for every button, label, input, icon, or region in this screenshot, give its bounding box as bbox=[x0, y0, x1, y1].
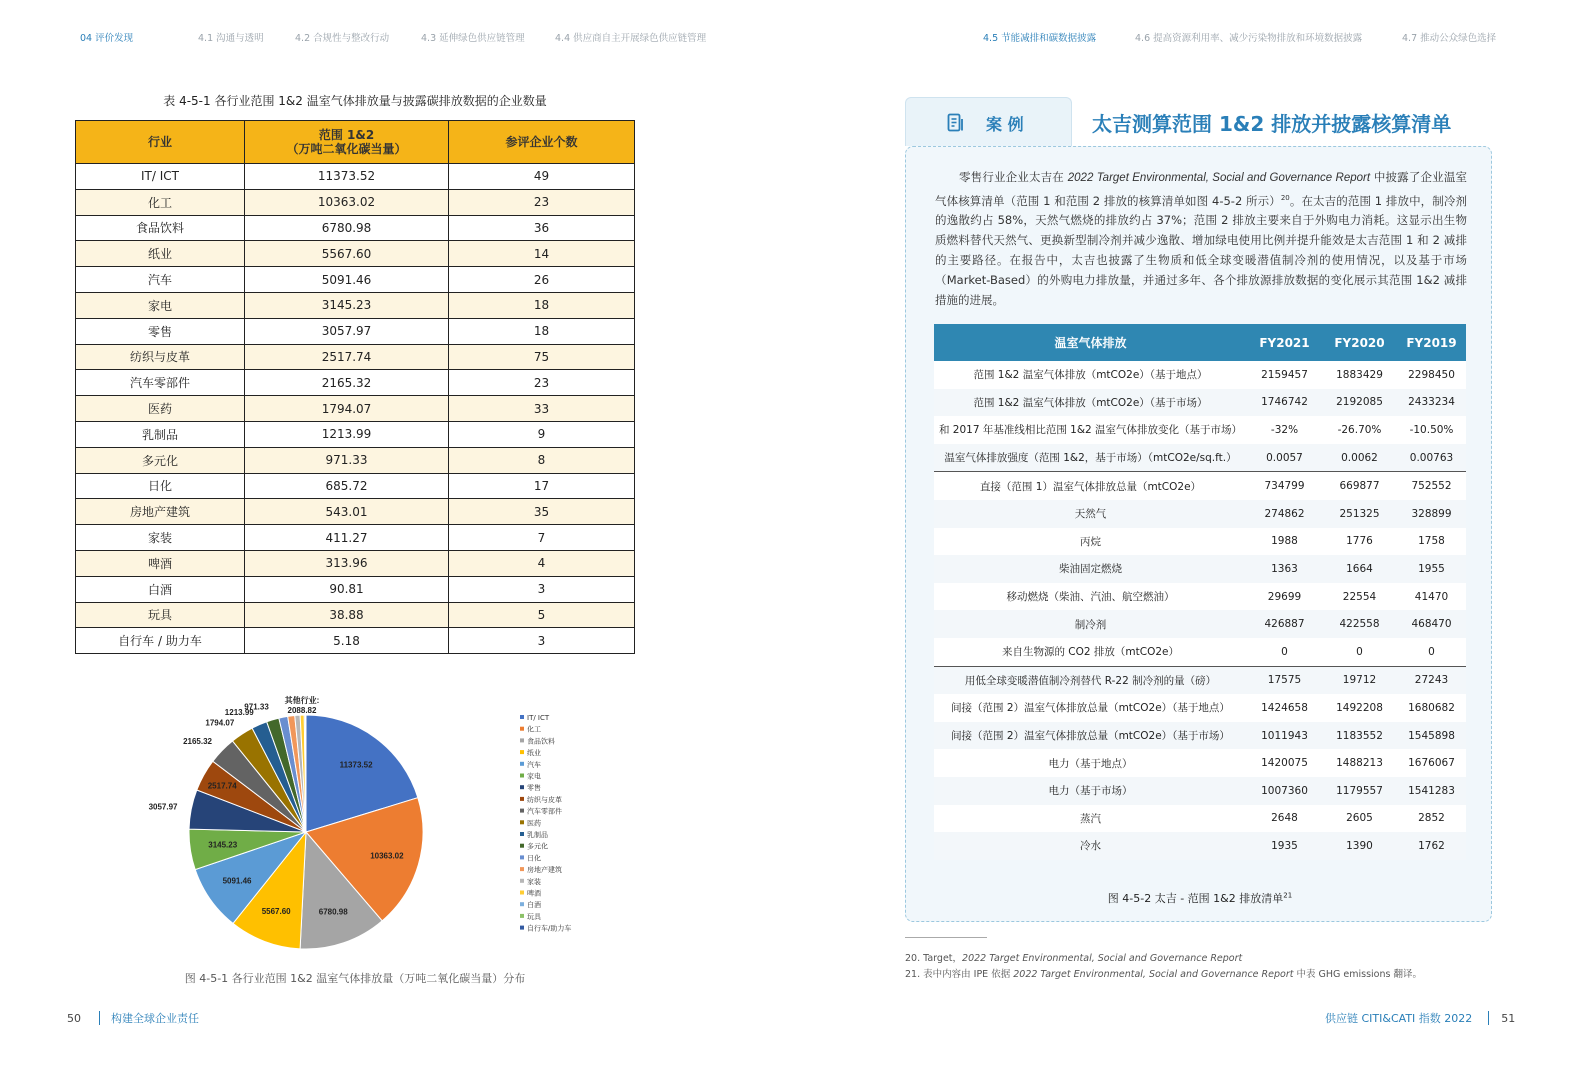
legend-swatch bbox=[520, 762, 524, 766]
count-cell: 5 bbox=[449, 602, 635, 628]
legend-swatch bbox=[520, 902, 524, 906]
ghg-fy2019-cell: 2433234 bbox=[1397, 389, 1466, 417]
industry-cell: 医药 bbox=[76, 396, 245, 422]
footnote-divider bbox=[905, 937, 987, 938]
legend-entry: 乳制品 bbox=[527, 831, 548, 839]
industry-cell: 零售 bbox=[76, 318, 245, 344]
ghg-fy2020-cell: 0.0062 bbox=[1322, 444, 1397, 472]
ghg-table-row bbox=[934, 472, 1466, 500]
emission-cell: 2517.74 bbox=[245, 344, 449, 370]
legend-entry: 多元化 bbox=[527, 842, 548, 851]
ghg-item-cell: 制冷剂 bbox=[934, 610, 1247, 638]
legend-entry: IT/ ICT bbox=[527, 714, 550, 722]
ghg-fy2019-cell: 328899 bbox=[1397, 500, 1466, 528]
ghg-fy2021-cell: 0 bbox=[1247, 638, 1322, 666]
count-cell: 23 bbox=[449, 189, 635, 215]
ghg-fy2021-cell: 1420075 bbox=[1247, 749, 1322, 777]
ghg-fy2019-cell: 0 bbox=[1397, 638, 1466, 666]
ghg-table-row bbox=[934, 722, 1466, 750]
count-cell: 3 bbox=[449, 576, 635, 602]
ghg-item-cell: 直接（范围 1）温室气体排放总量（mtCO2e） bbox=[934, 472, 1247, 500]
ghg-fy2021-cell: 1746742 bbox=[1247, 389, 1322, 417]
col-header-scope-line1: 范围 1&2 bbox=[318, 128, 375, 142]
case-para-footnote-ref: 20 bbox=[1280, 193, 1290, 202]
count-cell: 26 bbox=[449, 267, 635, 293]
emission-cell: 543.01 bbox=[245, 499, 449, 525]
col-header-count: 参评企业个数 bbox=[449, 121, 635, 164]
ghg-item-cell: 范围 1&2 温室气体排放（mtCO2e）（基于地点） bbox=[934, 361, 1247, 389]
col-header-scope-line2: （万吨二氧化碳当量） bbox=[286, 142, 407, 156]
legend-entry: 白酒 bbox=[527, 901, 541, 910]
ghg-fy2019-cell: 1955 bbox=[1397, 555, 1466, 583]
industry-cell: 汽车 bbox=[76, 267, 245, 293]
ghg-fy2020-cell: 669877 bbox=[1322, 472, 1397, 500]
table-row bbox=[76, 344, 635, 370]
table-row bbox=[76, 421, 635, 447]
legend-entry: 医药 bbox=[527, 819, 541, 828]
legend-swatch bbox=[520, 832, 524, 836]
ghg-item-cell: 柴油固定燃烧 bbox=[934, 555, 1247, 583]
fn20-prefix: 20. Target， bbox=[905, 953, 963, 964]
industry-cell: 白酒 bbox=[76, 576, 245, 602]
ghg-fy2019-cell: 1762 bbox=[1397, 832, 1466, 860]
ghg-fy2020-cell: 1179557 bbox=[1322, 777, 1397, 805]
pie-slice-label: 1794.07 bbox=[205, 718, 235, 728]
pie-slice-label: 3145.23 bbox=[208, 840, 238, 850]
ghg-table-row bbox=[934, 555, 1466, 583]
count-cell: 49 bbox=[449, 164, 635, 190]
case-para-part3: 。在太吉的范围 1 排放中，制冷剂的逸散约占 58%，天然气燃烧的排放约占 37%；范围 2 排放主要来自于外购电力消耗。这显示出生物质燃料替代天然气、更换新型制冷剂并减少逸散、增加绿电使用比例并提升能效是太吉范围 1 和 2 减排的主要路径。在报告中，太吉也披露了生物质和低全球变暖潜值制冷剂的使用情况，以及基于市场（Market-Based）的外购电力排放量，并通过多年、各个排放源排放数据的变化展示其范围 1&2 减排措施的进展。 bbox=[935, 193, 1467, 307]
industry-cell: 啤酒 bbox=[76, 550, 245, 576]
col-header-industry: 行业 bbox=[76, 121, 245, 164]
document-icon bbox=[947, 113, 964, 132]
pie-slice-label: 1213.99 bbox=[224, 707, 254, 717]
pie-slice-label: 6780.98 bbox=[318, 907, 348, 917]
ghg-table-row bbox=[934, 361, 1466, 389]
ghg-item-cell: 冷水 bbox=[934, 832, 1247, 860]
ghg-table-row bbox=[934, 444, 1466, 472]
pie-slice-label: 11373.52 bbox=[339, 760, 373, 770]
footer-left-title: 构建全球企业责任 bbox=[111, 1012, 199, 1025]
ghg-col-header-fy2019: FY2019 bbox=[1397, 324, 1466, 361]
legend-swatch bbox=[520, 809, 524, 813]
legend-swatch bbox=[520, 855, 524, 859]
legend-swatch bbox=[520, 914, 524, 918]
ghg-table-row bbox=[934, 583, 1466, 611]
ghg-fy2020-cell: 1883429 bbox=[1322, 361, 1397, 389]
ghg-emissions-table bbox=[934, 324, 1466, 860]
ghg-item-cell: 范围 1&2 温室气体排放（mtCO2e）（基于市场） bbox=[934, 389, 1247, 417]
ghg-table-row bbox=[934, 389, 1466, 417]
legend-entry: 日化 bbox=[527, 854, 541, 863]
table-row bbox=[76, 292, 635, 318]
table-row bbox=[76, 267, 635, 293]
industry-cell: 家装 bbox=[76, 525, 245, 551]
pie-slice-label: 5091.46 bbox=[222, 876, 252, 886]
legend-entry: 自行车/助力车 bbox=[527, 924, 572, 933]
legend-swatch bbox=[520, 879, 524, 883]
emission-cell: 1213.99 bbox=[245, 421, 449, 447]
table-row bbox=[76, 189, 635, 215]
emission-cell: 5567.60 bbox=[245, 241, 449, 267]
ghg-item-cell: 天然气 bbox=[934, 500, 1247, 528]
ghg-item-cell: 间接（范围 2）温室气体排放总量（mtCO2e）（基于地点） bbox=[934, 694, 1247, 722]
ghg-fy2019-cell: 0.00763 bbox=[1397, 444, 1466, 472]
legend-entry: 玩具 bbox=[527, 912, 541, 921]
ghg-fy2020-cell: 422558 bbox=[1322, 610, 1397, 638]
nav-item-4-2[interactable]: 4.2 合规性与整改行动 bbox=[295, 33, 390, 44]
ghg-fy2020-cell: -26.70% bbox=[1322, 416, 1397, 444]
page-number-left: 50 bbox=[67, 1012, 81, 1025]
pie-caption: 图 4-5-1 各行业范围 1&2 温室气体排放量（万吨二氧化碳当量）分布 bbox=[184, 972, 526, 985]
table-row bbox=[76, 550, 635, 576]
ghg-col-header-item: 温室气体排放 bbox=[934, 324, 1247, 361]
ghg-fy2020-cell: 19712 bbox=[1322, 666, 1397, 694]
industry-cell: 化工 bbox=[76, 189, 245, 215]
count-cell: 14 bbox=[449, 241, 635, 267]
count-cell: 3 bbox=[449, 628, 635, 654]
table-row bbox=[76, 628, 635, 654]
ghg-fy2019-cell: 1680682 bbox=[1397, 694, 1466, 722]
pie-slice-label: 2517.74 bbox=[207, 781, 237, 791]
ghg-fy2020-cell: 0 bbox=[1322, 638, 1397, 666]
ghg-col-header-fy2021: FY2021 bbox=[1247, 324, 1322, 361]
ghg-fy2020-cell: 251325 bbox=[1322, 500, 1397, 528]
table-row bbox=[76, 525, 635, 551]
ghg-col-header-fy2020: FY2020 bbox=[1322, 324, 1397, 361]
count-cell: 17 bbox=[449, 473, 635, 499]
emission-cell: 971.33 bbox=[245, 447, 449, 473]
industry-emissions-table bbox=[75, 120, 635, 654]
pie-slice-label: 10363.02 bbox=[370, 851, 404, 861]
nav-item-4-3[interactable]: 4.3 延伸绿色供应链管理 bbox=[421, 33, 525, 44]
table-row bbox=[76, 447, 635, 473]
case-tab-label: 案 例 bbox=[986, 115, 1024, 134]
industry-cell: 房地产建筑 bbox=[76, 499, 245, 525]
page-number-right: 51 bbox=[1501, 1012, 1516, 1025]
ghg-fy2019-cell: 1541283 bbox=[1397, 777, 1466, 805]
industry-cell: 乳制品 bbox=[76, 421, 245, 447]
pie-slice-label: 2165.32 bbox=[183, 736, 212, 746]
ghg-table-row bbox=[934, 416, 1466, 444]
ghg-table-row bbox=[934, 610, 1466, 638]
emission-cell: 3057.97 bbox=[245, 318, 449, 344]
industry-cell: 家电 bbox=[76, 292, 245, 318]
ghg-fy2019-cell: 41470 bbox=[1397, 583, 1466, 611]
nav-item-4-4[interactable]: 4.4 供应商自主开展绿色供应链管理 bbox=[555, 33, 707, 44]
pie-slice-label: 3057.97 bbox=[148, 802, 178, 812]
ghg-table-row bbox=[934, 832, 1466, 860]
legend-entry: 纸业 bbox=[527, 749, 541, 758]
legend-swatch bbox=[520, 867, 524, 871]
ghg-fy2019-cell: -10.50% bbox=[1397, 416, 1466, 444]
emission-cell: 11373.52 bbox=[245, 164, 449, 190]
ghg-item-cell: 温室气体排放强度（范围 1&2，基于市场）（mtCO2e/sq.ft.） bbox=[934, 444, 1247, 472]
ghg-table-row bbox=[934, 528, 1466, 556]
count-cell: 4 bbox=[449, 550, 635, 576]
count-cell: 35 bbox=[449, 499, 635, 525]
emission-cell: 6780.98 bbox=[245, 215, 449, 241]
ghg-table-row bbox=[934, 694, 1466, 722]
count-cell: 23 bbox=[449, 370, 635, 396]
fn21-report-title: 2022 Target Environmental, Social and Governance Report bbox=[1013, 969, 1294, 980]
fn20-report-title: 2022 Target Environmental, Social and Governance Report bbox=[962, 953, 1243, 964]
legend-swatch bbox=[520, 727, 524, 731]
nav-item-4-5-active[interactable]: 4.5 节能减排和碳数据披露 bbox=[983, 33, 1097, 44]
legend-swatch bbox=[520, 750, 524, 754]
ghg-fy2021-cell: 274862 bbox=[1247, 500, 1322, 528]
nav-item-4-6[interactable]: 4.6 提高资源利用率、减少污染物排放和环境数据披露 bbox=[1135, 33, 1363, 44]
ghg-fy2019-cell: 1545898 bbox=[1397, 722, 1466, 750]
nav-item-4-1[interactable]: 4.1 沟通与透明 bbox=[198, 33, 264, 44]
pie-slice-label: 2088.82 bbox=[287, 706, 317, 715]
pie-slice-label: 971.33 bbox=[244, 702, 269, 712]
ghg-caption-text: 图 4-5-2 太吉 - 范围 1&2 排放清单 bbox=[1107, 892, 1284, 905]
table-row bbox=[76, 499, 635, 525]
ghg-fy2019-cell: 2852 bbox=[1397, 805, 1466, 833]
ghg-fy2019-cell: 468470 bbox=[1397, 610, 1466, 638]
legend-swatch bbox=[520, 738, 524, 742]
ghg-fy2021-cell: 2648 bbox=[1247, 805, 1322, 833]
legend-swatch bbox=[520, 797, 524, 801]
ghg-item-cell: 丙烷 bbox=[934, 528, 1247, 556]
count-cell: 18 bbox=[449, 292, 635, 318]
count-cell: 8 bbox=[449, 447, 635, 473]
fn21-suffix: 中表 GHG emissions 翻译。 bbox=[1293, 969, 1422, 980]
case-para-part1: 零售行业企业太吉在 bbox=[959, 170, 1068, 184]
industry-table-body bbox=[76, 164, 635, 654]
footer-right bbox=[1325, 1010, 1515, 1026]
table-row bbox=[76, 396, 635, 422]
count-cell: 75 bbox=[449, 344, 635, 370]
ghg-table-row bbox=[934, 638, 1466, 666]
pie-slice-label: 5567.60 bbox=[261, 906, 291, 916]
emission-cell: 10363.02 bbox=[245, 189, 449, 215]
legend-swatch bbox=[520, 844, 524, 848]
ghg-fy2021-cell: 1363 bbox=[1247, 555, 1322, 583]
legend-entry: 房地产建筑 bbox=[527, 866, 562, 875]
count-cell: 36 bbox=[449, 215, 635, 241]
emission-cell: 38.88 bbox=[245, 602, 449, 628]
table-row bbox=[76, 215, 635, 241]
legend-entry: 啤酒 bbox=[527, 889, 541, 898]
count-cell: 33 bbox=[449, 396, 635, 422]
legend-entry: 零售 bbox=[527, 784, 541, 793]
legend-swatch bbox=[520, 785, 524, 789]
nav-section-label[interactable]: 04 评价发现 bbox=[80, 33, 134, 44]
ghg-fy2019-cell: 1758 bbox=[1397, 528, 1466, 556]
ghg-table-row bbox=[934, 666, 1466, 694]
nav-item-4-7[interactable]: 4.7 推动公众绿色选择 bbox=[1402, 33, 1497, 44]
ghg-fy2020-cell: 22554 bbox=[1322, 583, 1397, 611]
ghg-item-cell: 蒸汽 bbox=[934, 805, 1247, 833]
ghg-fy2021-cell: 734799 bbox=[1247, 472, 1322, 500]
industry-cell: 多元化 bbox=[76, 447, 245, 473]
industry-cell: IT/ ICT bbox=[76, 164, 245, 190]
legend-entry: 家装 bbox=[527, 877, 541, 886]
legend-entry: 汽车 bbox=[527, 760, 541, 769]
table-row bbox=[76, 602, 635, 628]
ghg-fy2020-cell: 1488213 bbox=[1322, 749, 1397, 777]
ghg-fy2021-cell: 1988 bbox=[1247, 528, 1322, 556]
footnote-20 bbox=[905, 950, 1242, 964]
ghg-fy2021-cell: 29699 bbox=[1247, 583, 1322, 611]
legend-swatch bbox=[520, 820, 524, 824]
case-tab bbox=[905, 97, 1072, 146]
ghg-fy2021-cell: 1424658 bbox=[1247, 694, 1322, 722]
ghg-fy2021-cell: 1935 bbox=[1247, 832, 1322, 860]
ghg-fy2021-cell: -32% bbox=[1247, 416, 1322, 444]
ghg-fy2020-cell: 1776 bbox=[1322, 528, 1397, 556]
ghg-table-row bbox=[934, 805, 1466, 833]
ghg-fy2019-cell: 752552 bbox=[1397, 472, 1466, 500]
ghg-table-body bbox=[934, 361, 1466, 860]
col-header-scope bbox=[245, 121, 449, 164]
ghg-fy2021-cell: 0.0057 bbox=[1247, 444, 1322, 472]
ghg-fy2020-cell: 1390 bbox=[1322, 832, 1397, 860]
count-cell: 18 bbox=[449, 318, 635, 344]
footnote-21 bbox=[905, 966, 1422, 980]
table-title: 表 4-5-1 各行业范围 1&2 温室气体排放量与披露碳排放数据的企业数量 bbox=[163, 94, 547, 108]
ghg-item-cell: 电力（基于地点） bbox=[934, 749, 1247, 777]
industry-cell: 汽车零部件 bbox=[76, 370, 245, 396]
table-row bbox=[76, 318, 635, 344]
fn21-prefix: 21. 表中内容由 IPE 依据 bbox=[905, 969, 1014, 980]
ghg-fy2020-cell: 2192085 bbox=[1322, 389, 1397, 417]
legend-entry: 食品饮料 bbox=[527, 737, 555, 746]
legend-swatch bbox=[520, 715, 524, 719]
legend-swatch bbox=[520, 774, 524, 778]
table-row bbox=[76, 576, 635, 602]
industry-cell: 玩具 bbox=[76, 602, 245, 628]
industry-cell: 自行车 / 助力车 bbox=[76, 628, 245, 654]
legend-entry: 纺织与皮革 bbox=[527, 795, 562, 804]
industry-cell: 食品饮料 bbox=[76, 215, 245, 241]
legend-swatch bbox=[520, 926, 524, 930]
emission-cell: 5091.46 bbox=[245, 267, 449, 293]
ghg-item-cell: 移动燃烧（柴油、汽油、航空燃油） bbox=[934, 583, 1247, 611]
ghg-item-cell: 和 2017 年基准线相比范围 1&2 温室气体排放变化（基于市场） bbox=[934, 416, 1247, 444]
emission-cell: 685.72 bbox=[245, 473, 449, 499]
ghg-fy2021-cell: 1007360 bbox=[1247, 777, 1322, 805]
legend-swatch bbox=[520, 891, 524, 895]
legend-entry: 汽车零部件 bbox=[527, 807, 562, 816]
industry-cell: 纺织与皮革 bbox=[76, 344, 245, 370]
footer-left bbox=[67, 1010, 199, 1026]
ghg-fy2020-cell: 2605 bbox=[1322, 805, 1397, 833]
ghg-fy2021-cell: 2159457 bbox=[1247, 361, 1322, 389]
emission-cell: 2165.32 bbox=[245, 370, 449, 396]
ghg-item-cell: 来自生物源的 CO2 排放（mtCO2e） bbox=[934, 638, 1247, 666]
table-row bbox=[76, 473, 635, 499]
pie-slice-label: 其他行业: bbox=[284, 696, 320, 705]
ghg-fy2020-cell: 1183552 bbox=[1322, 722, 1397, 750]
footer-right-title: 供应链 CITI&CATI 指数 2022 bbox=[1325, 1012, 1473, 1025]
case-title: 太吉测算范围 1&2 排放并披露核算清单 bbox=[1092, 112, 1452, 136]
count-cell: 9 bbox=[449, 421, 635, 447]
emission-cell: 3145.23 bbox=[245, 292, 449, 318]
ghg-fy2020-cell: 1492208 bbox=[1322, 694, 1397, 722]
emission-cell: 313.96 bbox=[245, 550, 449, 576]
emission-cell: 1794.07 bbox=[245, 396, 449, 422]
ghg-fy2019-cell: 2298450 bbox=[1397, 361, 1466, 389]
ghg-table-row bbox=[934, 777, 1466, 805]
industry-cell: 日化 bbox=[76, 473, 245, 499]
ghg-fy2020-cell: 1664 bbox=[1322, 555, 1397, 583]
ghg-table-row bbox=[934, 500, 1466, 528]
ghg-item-cell: 电力（基于市场） bbox=[934, 777, 1247, 805]
pie-chart bbox=[130, 675, 600, 960]
emission-cell: 5.18 bbox=[245, 628, 449, 654]
case-para-part2: 中披露了企业温室气体核算清单（范围 1 和范围 2 排放的核算清单如图 4-5-2 所示） bbox=[935, 170, 1467, 208]
table-row bbox=[76, 370, 635, 396]
ghg-fy2021-cell: 426887 bbox=[1247, 610, 1322, 638]
ghg-item-cell: 间接（范围 2）温室气体排放总量（mtCO2e）（基于市场） bbox=[934, 722, 1247, 750]
footer-divider bbox=[99, 1011, 100, 1025]
legend-entry: 家电 bbox=[527, 772, 541, 781]
count-cell: 7 bbox=[449, 525, 635, 551]
footer-divider-right bbox=[1488, 1011, 1489, 1025]
legend-entry: 化工 bbox=[527, 725, 541, 734]
emission-cell: 411.27 bbox=[245, 525, 449, 551]
industry-cell: 纸业 bbox=[76, 241, 245, 267]
ghg-fy2019-cell: 1676067 bbox=[1397, 749, 1466, 777]
emission-cell: 90.81 bbox=[245, 576, 449, 602]
ghg-item-cell: 用低全球变暖潜值制冷剂替代 R-22 制冷剂的量（磅） bbox=[934, 666, 1247, 694]
ghg-caption bbox=[934, 890, 1466, 906]
case-para-report-title: 2022 Target Environmental, Social and Governance Report bbox=[1067, 172, 1371, 184]
ghg-table-row bbox=[934, 749, 1466, 777]
ghg-fy2021-cell: 17575 bbox=[1247, 666, 1322, 694]
table-row bbox=[76, 241, 635, 267]
ghg-fy2021-cell: 1011943 bbox=[1247, 722, 1322, 750]
case-paragraph bbox=[935, 168, 1467, 310]
ghg-caption-footnote-ref: 21 bbox=[1283, 891, 1293, 900]
ghg-fy2019-cell: 27243 bbox=[1397, 666, 1466, 694]
table-row bbox=[76, 164, 635, 190]
